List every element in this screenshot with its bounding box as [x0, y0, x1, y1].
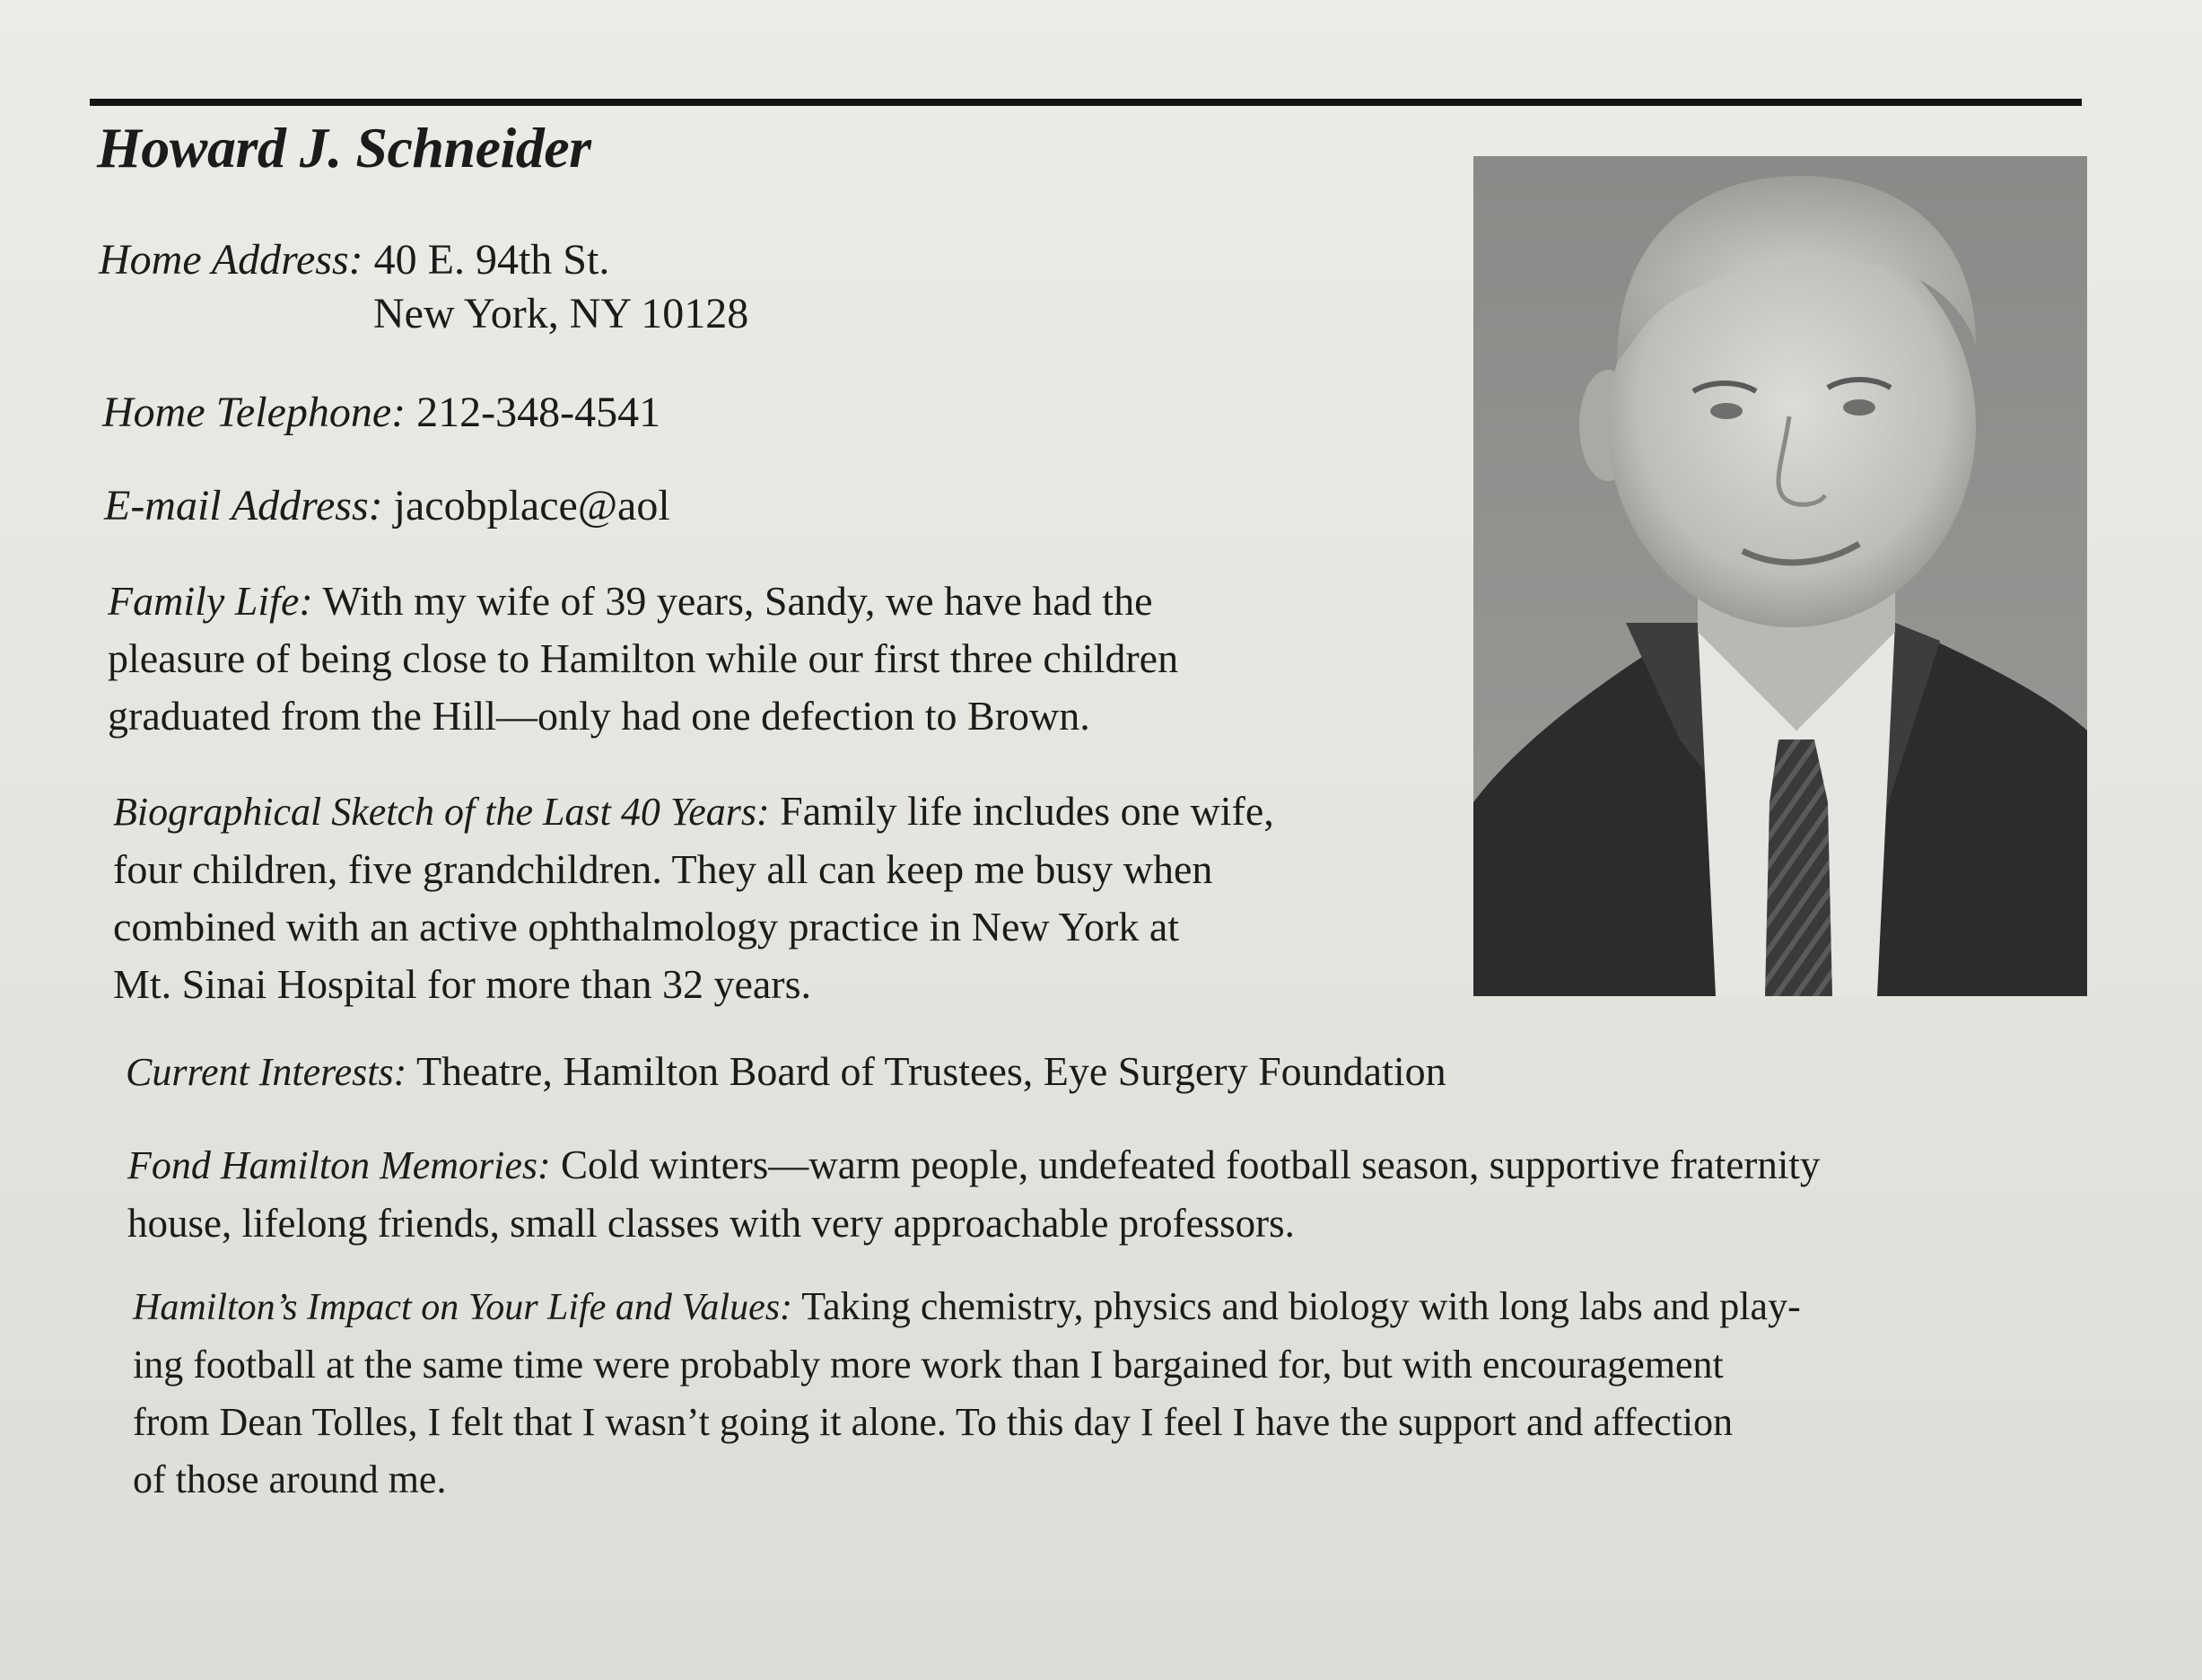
portrait-photo-icon [1473, 156, 2087, 996]
fond-memories-paragraph [127, 1136, 1820, 1252]
person-name: Howard J. Schneider [97, 116, 591, 179]
biographical-sketch-line: Mt. Sinai Hospital for more than 32 years. [113, 961, 812, 1007]
family-life-paragraph [108, 573, 1178, 745]
fond-memories-line [127, 1136, 1820, 1194]
biographical-sketch-line [113, 783, 1274, 841]
home-telephone-label: Home Telephone: [102, 389, 406, 436]
email-field [104, 477, 670, 535]
home-address-label: Home Address: [99, 236, 363, 284]
hamilton-impact-label: Hamilton’s Impact on Your Life and Values: [133, 1287, 793, 1328]
current-interests-value: Theatre, Hamilton Board of Trustees, Eye Surgery Foundation [415, 1048, 1446, 1094]
portrait-photo [1473, 156, 2087, 996]
home-address-field [99, 232, 609, 289]
family-life-line: pleasure of being close to Hamilton while our first three children [108, 635, 1179, 681]
hamilton-impact-line [133, 1278, 1801, 1336]
email-label: E-mail Address: [104, 482, 383, 529]
biographical-sketch-paragraph [113, 783, 1274, 1013]
home-telephone-field [102, 384, 660, 442]
fond-memories-text: Cold winters—warm people, undefeated football season, supportive fraternity [560, 1142, 1821, 1187]
home-address-line1: 40 E. 94th St. [373, 236, 610, 284]
fond-memories-line: house, lifelong friends, small classes with very approachable professors. [127, 1201, 1295, 1246]
current-interests-line [126, 1043, 1446, 1101]
hamilton-impact-line: from Dean Tolles, I felt that I wasn’t going it alone. To this day I feel I have the support and affection [133, 1400, 1734, 1444]
biographical-sketch-line: combined with an active ophthalmology practice in New York at [113, 904, 1180, 949]
biographical-sketch-label: Biographical Sketch of the Last 40 Years: [113, 790, 770, 834]
home-telephone-value: 212-348-4541 [416, 389, 661, 436]
fond-memories-label: Fond Hamilton Memories: [127, 1143, 551, 1187]
biographical-sketch-text: Family life includes one wife, [780, 788, 1274, 834]
hamilton-impact-text: Taking chemistry, physics and biology with long labs and play- [801, 1284, 1801, 1328]
current-interests-paragraph [126, 1043, 1446, 1101]
biographical-sketch-line: four children, five grandchildren. They all can keep me busy when [113, 846, 1213, 892]
family-life-line [108, 573, 1178, 630]
hamilton-impact-line: of those around me. [133, 1457, 447, 1501]
family-life-line: graduated from the Hill—only had one defection to Brown. [108, 693, 1090, 739]
email-value: jacobplace@aol [393, 482, 670, 529]
family-life-label: Family Life: [108, 578, 313, 624]
top-rule-divider [90, 99, 2082, 106]
family-life-text: With my wife of 39 years, Sandy, we have had the [322, 578, 1153, 624]
hamilton-impact-line: ing football at the same time were probably more work than I bargained for, but with encouragement [133, 1343, 1724, 1387]
current-interests-label: Current Interests: [126, 1050, 407, 1094]
home-address-line2: New York, NY 10128 [373, 290, 749, 337]
hamilton-impact-paragraph [133, 1278, 1801, 1509]
